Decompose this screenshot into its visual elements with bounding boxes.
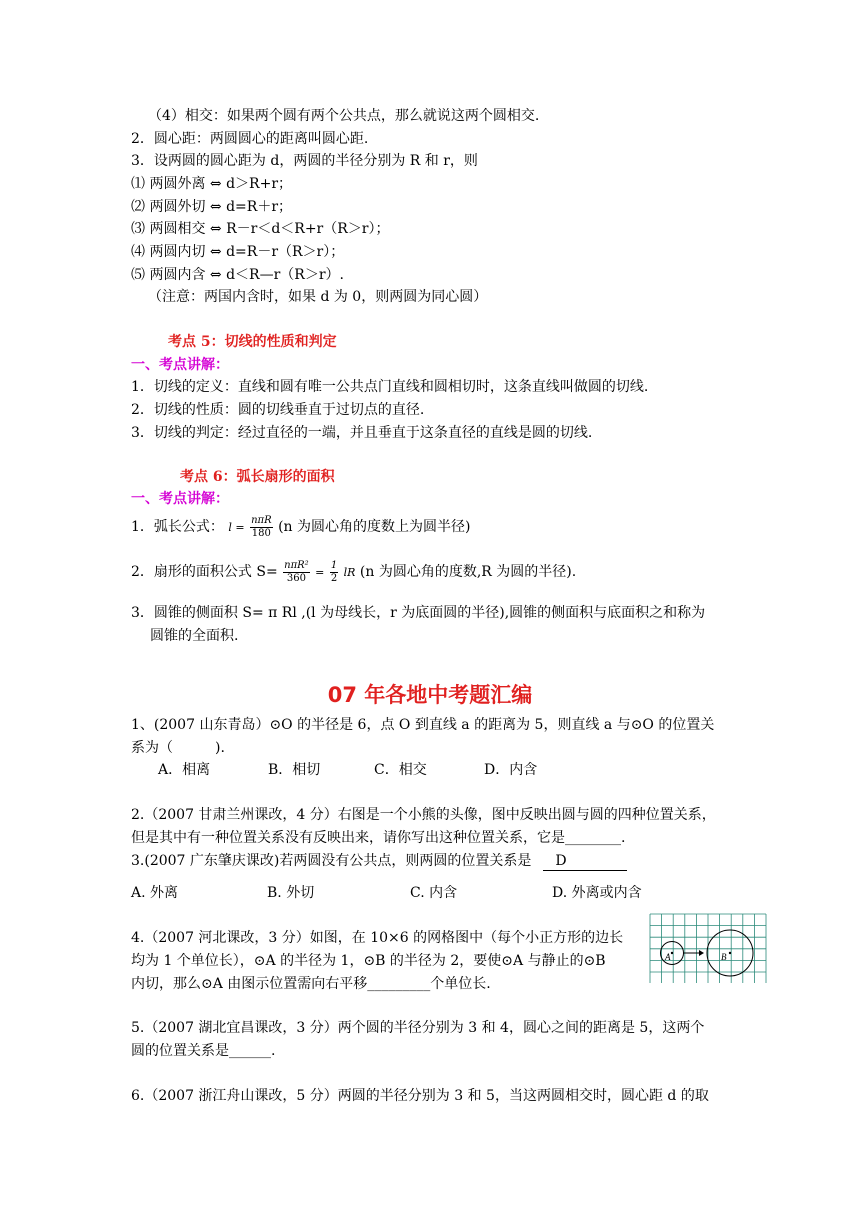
- question-line: 均为 1 个单位长），⊙A 的半径为 1，⊙B 的半径为 2，要使⊙A 与静止的⊙B: [131, 953, 606, 969]
- text-line: 2．圆心距：两圆圆心的距离叫圆心距.: [131, 131, 369, 147]
- grid-figure: [649, 913, 767, 983]
- option: C. 内含: [410, 885, 458, 901]
- option: A．相离: [158, 762, 211, 778]
- section-heading: 考点 5：切线的性质和判定: [168, 334, 337, 350]
- question-line: 3.(2007 广东肇庆课改)若两圆没有公共点，则两圆的位置关系是 D: [131, 852, 627, 871]
- question-line: 圆的位置关系是______.: [131, 1043, 276, 1059]
- option: D. 外离或内含: [552, 885, 642, 901]
- condition-line: ⑸ 两圆内含 ⇔ d＜R—r（R＞r）.: [131, 267, 344, 283]
- label-b: B: [721, 952, 727, 962]
- fraction: $\frac{\text{nπR²}}{360}$: [284, 559, 309, 584]
- question-line: 但是其中有一种位置关系没有反映出来，请你写出这种位置关系，它是________.: [131, 830, 626, 846]
- text-line: 2．切线的性质：圆的切线垂直于过切点的直径.: [131, 402, 425, 418]
- text-line: 3．圆锥的侧面积 S= π Rl ,(l 为母线长，r 为底面圆的半径),圆锥的侧面积与底面积之和称为: [131, 605, 706, 621]
- options-row: [131, 884, 642, 902]
- question-line: 4.（2007 河北课改，3 分）如图，在 10×6 的网格图中（每个小正方形的边长: [131, 930, 624, 946]
- fraction: $\frac{1}{2}$: [330, 559, 338, 584]
- options-row: [158, 761, 537, 779]
- answer-blank: D: [543, 852, 627, 871]
- question-line: 内切，那么⊙A 由图示位置需向右平移_________个单位长.: [131, 976, 491, 992]
- condition-line: ⑵ 两圆外切 ⇔ d=R＋r；: [131, 199, 293, 215]
- option: D．内含: [484, 762, 538, 778]
- question-line: 系为（ ).: [131, 740, 225, 756]
- option: A. 外离: [131, 885, 179, 901]
- text-line: （4）相交：如果两个圆有两个公共点，那么就说这两个圆相交.: [148, 108, 540, 124]
- text-line: 3．切线的判定：经过直径的一端，并且垂直于这条直径的直线是圆的切线.: [131, 425, 593, 441]
- text-line: 3．设两圆的圆心距为 d，两圆的半径分别为 R 和 r，则: [131, 153, 478, 169]
- condition-line: ⑴ 两圆外离 ⇔ d＞R+r；: [131, 176, 293, 192]
- option: C．相交: [374, 762, 427, 778]
- question-line: 2.（2007 甘肃兰州课改，4 分）右图是一个小熊的头像，图中反映出圆与圆的四种位置关系，: [131, 807, 716, 823]
- text-line: 圆锥的全面积.: [150, 628, 239, 644]
- note-line: （注意：两国内含时，如果 d 为 0，则两圆为同心圆）: [148, 289, 488, 305]
- formula-line: 2．扇形的面积公式 S= $\frac{\text{nπR²}}{360}$ = $\frac{1}{2}$ lR (n 为圆心角的度数,R 为圆的半径).: [131, 559, 577, 584]
- fraction: $\frac{\text{nπR}}{180}$: [251, 514, 272, 539]
- question-line: 1、(2007 山东青岛）⊙O 的半径是 6，点 O 到直线 a 的距离为 5，则直线 a 与⊙O 的位置关: [131, 717, 715, 733]
- subheading: 一、考点讲解：: [131, 491, 229, 507]
- subheading: 一、考点讲解：: [131, 357, 229, 373]
- label-a: A: [665, 952, 671, 962]
- question-line: 6.（2007 浙江舟山课改，5 分）两圆的半径分别为 3 和 5，当这两圆相交时，圆心距 d 的取: [131, 1088, 709, 1104]
- condition-line: ⑶ 两圆相交 ⇔ R－r＜d＜R+r（R＞r）；: [131, 221, 390, 237]
- option: B．相切: [268, 762, 321, 778]
- formula-line: 1．弧长公式： l = $\frac{\text{nπR}}{180}$ (n 为圆心角的度数上为圆半径): [131, 514, 471, 539]
- condition-line: ⑷ 两圆内切 ⇔ d=R－r（R＞r）；: [131, 244, 345, 260]
- section-heading: 考点 6：弧长扇形的面积: [180, 469, 335, 485]
- question-line: 5.（2007 湖北宜昌课改，3 分）两个圆的半径分别为 3 和 4，圆心之间的距离是 5，这两个: [131, 1020, 705, 1036]
- page-title: 07 年各地中考题汇编: [327, 683, 533, 707]
- arrow-head: [699, 950, 704, 956]
- text-line: 1．切线的定义：直线和圆有唯一公共点门直线和圆相切时，这条直线叫做圆的切线.: [131, 379, 649, 395]
- option: B. 外切: [267, 885, 315, 901]
